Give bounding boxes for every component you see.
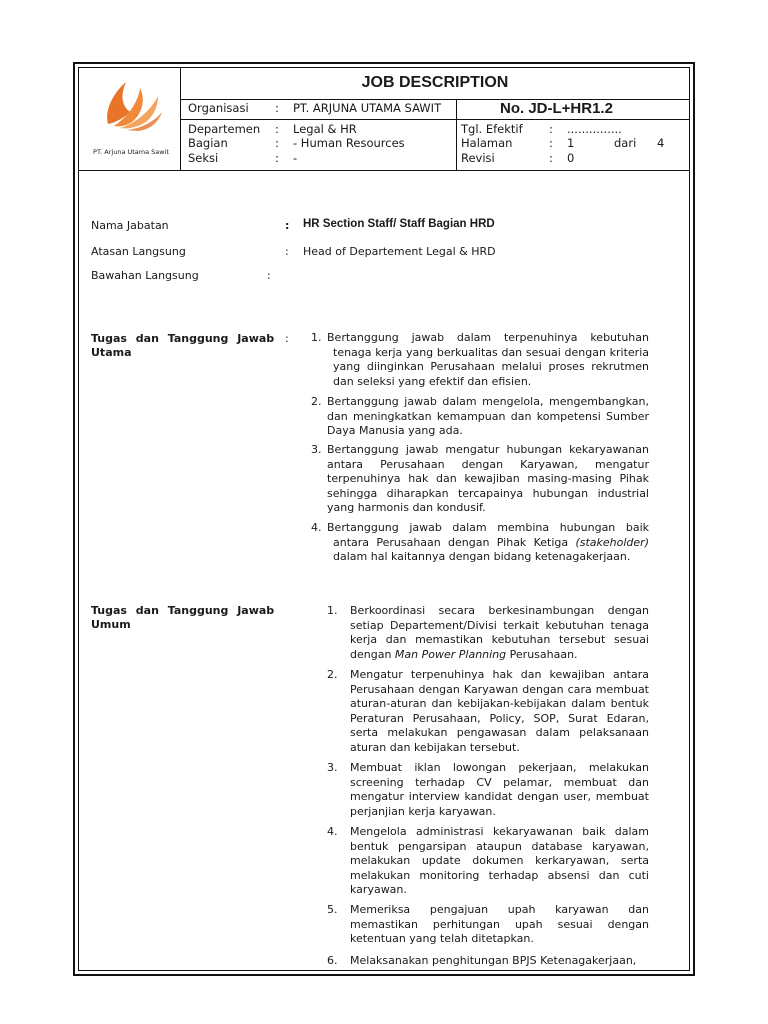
utama-item-text xyxy=(327,521,649,565)
halaman-colon: : xyxy=(549,136,553,150)
nama-jabatan-value: HR Section Staff/ Staff Bagian HRD xyxy=(303,218,495,230)
seksi-value: - xyxy=(293,151,298,165)
departemen-colon: : xyxy=(275,122,279,136)
seksi-label: Seksi xyxy=(188,151,219,165)
departemen-label: Departemen xyxy=(188,122,261,136)
utama-item-text: Bertanggung jawab mengatur hubungan kekaryawanan antara Perusahaan dengan Karyawan, mengatur terpenuhinya hak dan kewajiban masing-masing Pihak sehingga diharapkan tercapainya hubungan industrial yang harmonis dan kondusif. xyxy=(327,443,649,514)
umum-item-number: 2. xyxy=(327,668,338,681)
company-logo xyxy=(96,74,168,134)
tugas-utama-label-line2: Utama xyxy=(91,346,132,359)
umum-item-text: Mengatur terpenuhinya hak dan kewajiban antara Perusahaan dengan Karyawan dengan cara membuat aturan-aturan dan kebijakan-kebijakan dalam bentuk Peraturan Perusahaan, Policy, SOP, Surat Edaran, serta melakukan pengawasan dalam pelaksanaan aturan dan kebijakan tersebut. xyxy=(350,668,649,754)
company-logo-caption: PT. Arjuna Utama Sawit xyxy=(93,148,169,156)
utama-item-text-italic: (stakeholder) xyxy=(575,535,649,549)
document-number: No. JD-L+HR1.2 xyxy=(500,100,613,117)
dari-value: 4 xyxy=(657,136,665,150)
umum-item-number: 1. xyxy=(327,604,338,617)
umum-item-number: 6. xyxy=(327,954,338,967)
organisasi-value: PT. ARJUNA UTAMA SAWIT xyxy=(293,101,442,115)
umum-item-text-italic: Man Power Planning xyxy=(394,647,507,661)
halaman-label: Halaman xyxy=(461,136,513,150)
umum-item-text-before: Berkoordinasi secara berkesinambungan dengan setiap Departement/Divisi terkait kebutuhan tenaga kerja dan memastikan kebutuhan tersebut sesuai dengan xyxy=(350,604,649,661)
bawahan-langsung-colon: : xyxy=(267,269,271,282)
nama-jabatan-label: Nama Jabatan xyxy=(91,219,169,232)
organisasi-rule xyxy=(180,119,690,120)
tgl-efektif-value: ............... xyxy=(567,122,622,136)
umum-item-number: 4. xyxy=(327,825,338,838)
dari-label: dari xyxy=(614,136,637,150)
bagian-colon: : xyxy=(275,136,279,150)
umum-item-number: 5. xyxy=(327,903,338,916)
atasan-langsung-colon: : xyxy=(285,245,289,258)
docnumber-divider xyxy=(456,99,457,170)
organisasi-label: Organisasi xyxy=(188,101,249,115)
document-title: JOB DESCRIPTION xyxy=(361,74,509,91)
atasan-langsung-label: Atasan Langsung xyxy=(91,245,186,258)
utama-item-number: 3. xyxy=(311,443,322,456)
bagian-value: - Human Resources xyxy=(293,136,405,150)
umum-item-text: Melaksanakan penghitungan BPJS Ketenagakerjaan, xyxy=(350,954,637,967)
utama-item-text: Bertanggung jawab dalam mengelola, mengembangkan, dan meningkatkan kemampuan dan kompetensi Sumber Daya Manusia yang ada. xyxy=(327,395,649,437)
title-rule xyxy=(180,99,690,100)
atasan-langsung-value: Head of Departement Legal & HRD xyxy=(303,245,496,258)
utama-item-text-after: dalam hal kaitannya dengan bidang ketenagakerjaan. xyxy=(333,550,631,563)
umum-item-number: 3. xyxy=(327,761,338,774)
tugas-umum-label-line2: Umum xyxy=(91,618,131,631)
bagian-label: Bagian xyxy=(188,136,228,150)
seksi-colon: : xyxy=(275,151,279,165)
tugas-utama-colon: : xyxy=(285,332,289,345)
tugas-utama-label xyxy=(91,332,274,360)
umum-item-text xyxy=(350,604,649,662)
organisasi-colon: : xyxy=(275,101,279,115)
umum-item-text: Membuat iklan lowongan pekerjaan, melakukan screening terhadap CV pelamar, membuat dan mengatur interview kandidat dengan user, membuat perjanjian kerja karyawan. xyxy=(350,761,649,818)
flame-logo-icon xyxy=(96,74,168,134)
utama-item-number: 4. xyxy=(311,521,322,534)
tugas-umum-label xyxy=(91,604,274,632)
utama-item-number: 2. xyxy=(311,395,322,408)
umum-item-text-after: Perusahaan. xyxy=(509,647,578,661)
umum-item-text: Mengelola administrasi kekaryawanan baik dalam bentuk pengarsipan ataupun database karyawan, melakukan update dokumen kerkaryawan, serta melakukan monitoring terhadap absensi dan cuti karyawan. xyxy=(350,825,649,896)
halaman-value: 1 xyxy=(567,136,575,150)
revisi-value: 0 xyxy=(567,151,575,165)
revisi-label: Revisi xyxy=(461,151,495,165)
bawahan-langsung-label: Bawahan Langsung xyxy=(91,269,199,282)
nama-jabatan-colon: : xyxy=(285,219,290,232)
umum-item-text: Memeriksa pengajuan upah karyawan dan memastikan perhitungan upah sesuai dengan ketentuan yang telah ditetapkan. xyxy=(350,903,649,945)
tugas-utama-label-line1: Tugas dan Tanggung Jawab xyxy=(91,332,275,345)
utama-item-text-before: Bertanggung jawab dalam membina hubungan baik antara Perusahaan dengan Pihak Ketiga xyxy=(327,521,649,549)
tgl-efektif-colon: : xyxy=(549,122,553,136)
tgl-efektif-label: Tgl. Efektif xyxy=(461,122,523,136)
departemen-value: Legal & HR xyxy=(293,122,357,136)
tugas-umum-label-line1: Tugas dan Tanggung Jawab xyxy=(91,604,275,617)
utama-item-number: 1. xyxy=(311,331,322,344)
header-bottom-rule xyxy=(78,170,690,171)
revisi-colon: : xyxy=(549,151,553,165)
utama-item-text: Bertanggung jawab dalam terpenuhinya kebutuhan tenaga kerja yang berkualitas dan sesuai dengan kriteria yang diinginkan Perusahaan melalui proses rekrutmen dan seleksi yang efektif dan efisien. xyxy=(327,331,649,388)
